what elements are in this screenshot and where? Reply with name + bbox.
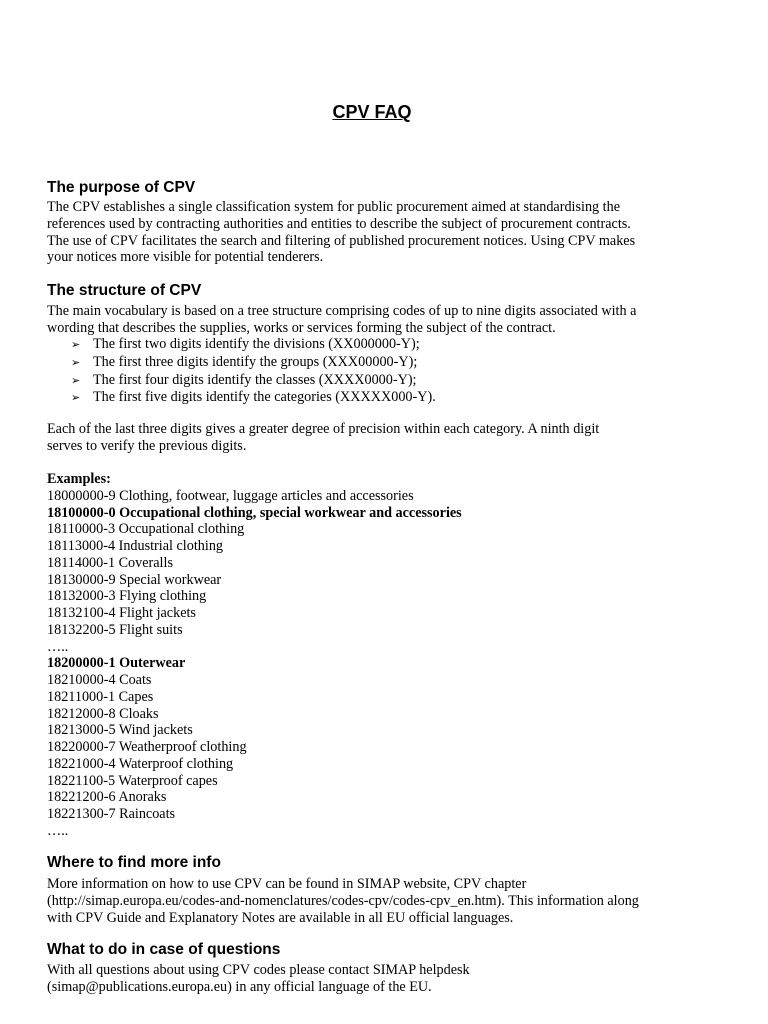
example-code-row: 18113000-4 Industrial clothing <box>47 538 224 554</box>
example-code-row: 18213000-5 Wind jackets <box>47 722 193 739</box>
text-line: With all questions about using CPV codes please contact SIMAP helpdesk <box>47 962 470 978</box>
precision-paragraph <box>47 421 727 455</box>
cpv-examples-list <box>47 471 462 840</box>
example-code-row: 18212000-8 Cloaks <box>47 705 159 722</box>
section-heading-more-info: Where to find more info <box>47 854 221 871</box>
list-item: ➢ The first four digits identify the classes (XXXX0000-Y); <box>71 371 417 388</box>
example-code-row: 18132000-3 Flying clothing <box>47 588 207 605</box>
example-code-row: ….. <box>47 822 69 839</box>
example-code-row: 18132200-5 Flight suits <box>47 621 183 638</box>
example-code-row: 18200000-1 Outerwear <box>47 655 186 672</box>
example-code-row: 18100000-0 Occupational clothing, special workwear and accessories <box>47 504 462 521</box>
text-line: wording that describes the supplies, works or services forming the subject of the contract. <box>47 319 556 336</box>
text-line: references used by contracting authorities and entities to describe the subject of procurement contracts. <box>47 215 631 232</box>
arrow-bullet-icon: ➢ <box>71 391 81 405</box>
example-code-row: 18211000-1 Capes <box>47 688 154 705</box>
text-line: The use of CPV facilitates the search and filtering of published procurement notices. Using CPV makes <box>47 232 636 249</box>
text-line: your notices more visible for potential tenderers. <box>47 249 324 266</box>
example-code-row: 18130000-9 Special workwear <box>47 571 222 588</box>
example-code-row: 18000000-9 Clothing, footwear, luggage articles and accessories <box>47 487 414 504</box>
arrow-bullet-icon: ➢ <box>71 355 81 369</box>
text-line: with CPV Guide and Explanatory Notes are available in all EU official languages. <box>47 909 514 926</box>
text-line: (http://simap.europa.eu/codes-and-nomenclatures/codes-cpv/codes-cpv_en.htm). This information along <box>47 892 639 909</box>
list-item: ➢ The first five digits identify the categories (XXXXX000-Y). <box>71 389 436 406</box>
text-line: The main vocabulary is based on a tree structure comprising codes of up to nine digits associated with a <box>47 303 637 319</box>
example-code-row: 18114000-1 Coveralls <box>47 554 173 571</box>
arrow-bullet-icon: ➢ <box>71 338 81 351</box>
more-info-paragraph <box>47 876 727 926</box>
examples-rows <box>47 488 462 840</box>
section-heading-purpose: The purpose of CPV <box>47 179 196 196</box>
list-item: ➢ The first two digits identify the divisions (XX000000-Y); <box>71 336 420 352</box>
example-code-row: 18110000-3 Occupational clothing <box>47 521 245 538</box>
example-code-row: 18221000-4 Waterproof clothing <box>47 755 234 772</box>
digit-structure-list <box>71 336 436 407</box>
arrow-bullet-icon: ➢ <box>71 373 81 387</box>
purpose-paragraph <box>47 199 727 266</box>
example-code-row: 18221200-6 Anoraks <box>47 789 167 806</box>
questions-paragraph <box>47 962 727 996</box>
text-line: More information on how to use CPV can be found in SIMAP website, CPV chapter <box>47 876 527 892</box>
example-code-row: 18132100-4 Flight jackets <box>47 605 196 621</box>
structure-paragraph <box>47 303 727 337</box>
example-code-row: 18210000-4 Coats <box>47 672 152 688</box>
text-line: (simap@publications.europa.eu) in any official language of the EU. <box>47 978 432 995</box>
example-code-row: 18220000-7 Weatherproof clothing <box>47 739 247 755</box>
text-line: serves to verify the previous digits. <box>47 437 247 454</box>
section-heading-questions: What to do in case of questions <box>47 941 281 958</box>
page-title: CPV FAQ <box>332 102 412 122</box>
examples-label: Examples: <box>47 471 111 487</box>
example-code-row: ….. <box>47 638 69 655</box>
text-line: The CPV establishes a single classification system for public procurement aimed at standardising the <box>47 199 621 215</box>
list-item: ➢ The first three digits identify the groups (XXX00000-Y); <box>71 353 418 370</box>
section-heading-structure: The structure of CPV <box>47 282 202 299</box>
example-code-row: 18221100-5 Waterproof capes <box>47 772 218 789</box>
text-line: Each of the last three digits gives a greater degree of precision within each category. A ninth digit <box>47 421 600 437</box>
example-code-row: 18221300-7 Raincoats <box>47 806 176 822</box>
